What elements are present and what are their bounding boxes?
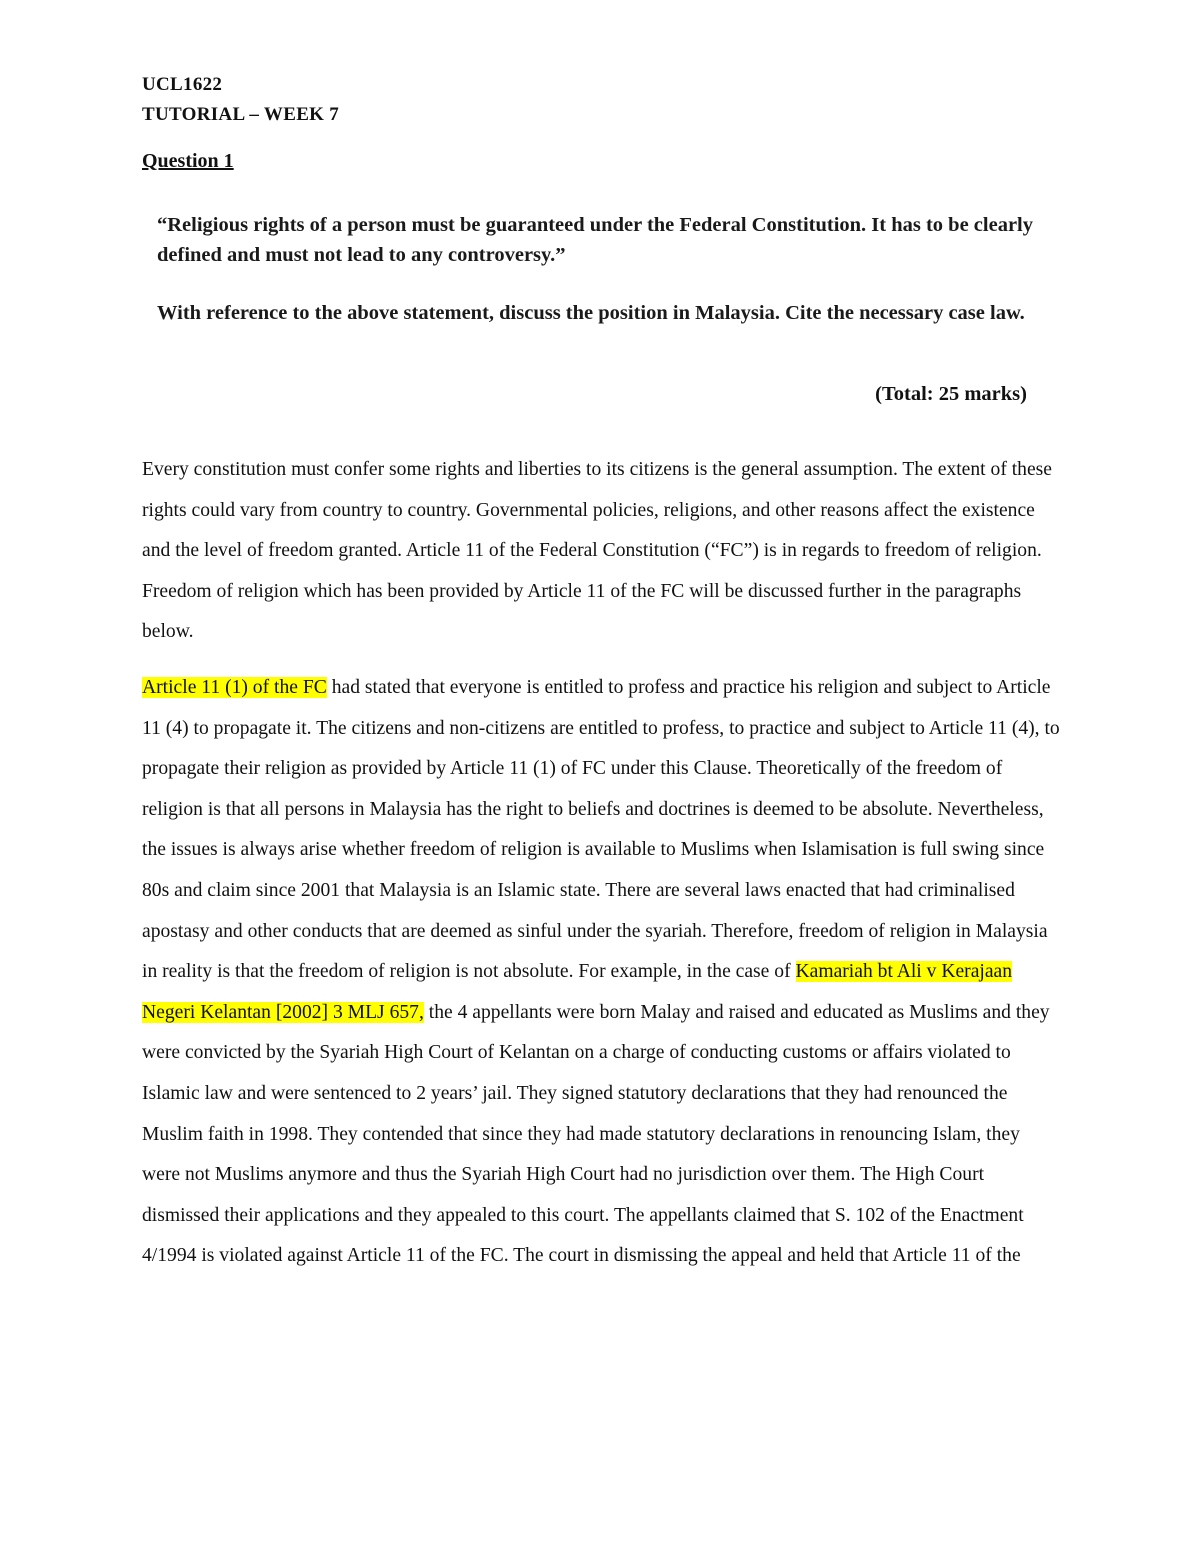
question-quote: “Religious rights of a person must be guaranteed under the Federal Constitution. It has to be clearly defined and must not lead to any controversy.”	[157, 214, 1033, 266]
highlight-article-reference: Article 11 (1) of the FC	[142, 677, 327, 698]
paragraph-text	[142, 668, 1060, 1277]
course-code: UCL1622	[142, 74, 223, 95]
highlight-case-citation: Kamariah bt Ali v Kerajaan Negeri Kelantan [2002] 3 MLJ 657,	[142, 961, 1013, 1023]
paragraph-text: Every constitution must confer some rights and liberties to its citizens is the general assumption. The extent of these rights could vary from country to country. Governmental policies, religions, and other reasons affect the existence and the level of freedom granted. Article 11 of the Federal Constitution (“FC”) is in regards to freedom of religion. Freedom of religion which has been provided by Article 11 of the FC will be discussed further in the paragraphs below.	[142, 459, 1052, 643]
answer-paragraph-2	[142, 668, 1060, 1277]
question-prompt	[157, 210, 1057, 356]
tutorial-week: TUTORIAL – WEEK 7	[142, 104, 340, 125]
question-heading: Question 1	[142, 150, 234, 172]
total-marks: (Total: 25 marks)	[875, 383, 1027, 405]
question-instruction: With reference to the above statement, discuss the position in Malaysia. Cite the necessary case law.	[157, 302, 1025, 324]
answer-paragraph-1	[142, 450, 1060, 653]
paragraph-segment: had stated that everyone is entitled to profess and practice his religion and subject to Article 11 (4) to propagate it. The citizens and non-citizens are entitled to profess, to practice and subject to Article 11 (4), to propagate their religion as provided by Article 11 (1) of FC under this Clause. Theoretically of the freedom of religion is that all persons in Malaysia has the right to beliefs and doctrines is deemed to be absolute. Nevertheless, the issues is always arise whether freedom of religion is available to Muslims when Islamisation is full swing since 80s and claim since 2001 that Malaysia is an Islamic state. There are several laws enacted that had criminalised apostasy and other conducts that are deemed as sinful under the syariah. Therefore, freedom of religion in Malaysia in reality is that the freedom of religion is not absolute. For example, in the case of	[142, 677, 1060, 983]
document-header	[142, 70, 339, 130]
paragraph-segment: the 4 appellants were born Malay and raised and educated as Muslims and they were convicted by the Syariah High Court of Kelantan on a charge of conducting customs or affairs violated to Islamic law and were sentenced to 2 years’ jail. They signed statutory declarations that they had renounced the Muslim faith in 1998. They contended that since they had made statutory declarations in renouncing Islam, they were not Muslims anymore and thus the Syariah High Court had no jurisdiction over them. The High Court dismissed their applications and they appealed to this court. The appellants claimed that S. 102 of the Enactment 4/1994 is violated against Article 11 of the FC. The court in dismissing the appeal and held that Article 11 of the	[142, 1001, 1050, 1267]
